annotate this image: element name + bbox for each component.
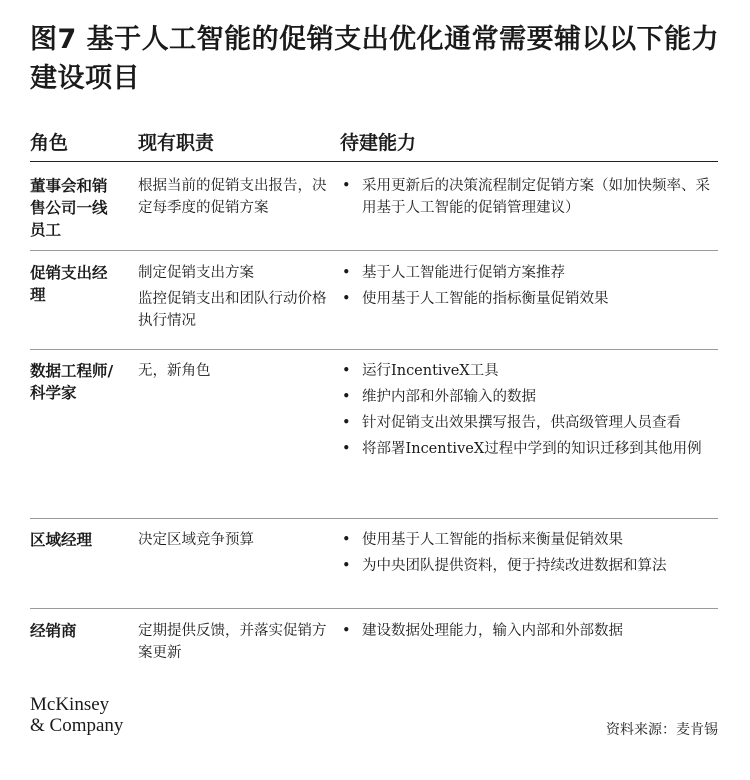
bullet-icon: •	[342, 265, 351, 281]
bullet-icon: •	[342, 178, 351, 194]
capability-item: • 将部署IncentiveX过程中学到的知识迁移到其他用例	[340, 438, 722, 460]
capability-item: • 维护内部和外部输入的数据	[340, 386, 722, 408]
capability-item: • 采用更新后的决策流程制定促销方案（如加快频率、采用基于人工智能的促销管理建议）	[340, 175, 722, 219]
duties-cell	[138, 175, 328, 223]
duties-cell	[138, 360, 328, 386]
logo-line2: & Company	[30, 715, 124, 736]
row-divider	[30, 349, 718, 350]
mckinsey-logo	[30, 694, 123, 736]
capability-item: • 基于人工智能进行促销方案推荐	[340, 262, 722, 284]
duty-text: 监控促销支出和团队行动价格执行情况	[138, 291, 327, 329]
role-cell: 数据工程师/科学家	[30, 362, 114, 402]
duties-cell	[138, 262, 328, 336]
capability-item: • 使用基于人工智能的指标来衡量促销效果	[340, 529, 722, 551]
capability-item: • 针对促销支出效果撰写报告，供高级管理人员查看	[340, 412, 722, 434]
role-cell: 区域经理	[30, 531, 93, 549]
bullet-icon: •	[342, 558, 351, 574]
role-cell: 董事会和销售公司一线员工	[30, 177, 108, 239]
bullet-icon: •	[342, 441, 351, 457]
row-divider	[30, 518, 718, 519]
duties-cell	[138, 529, 328, 555]
role-cell: 促销支出经理	[30, 264, 108, 304]
capability-item: • 运行IncentiveX工具	[340, 360, 722, 382]
row-divider	[30, 608, 718, 609]
bullet-icon: •	[342, 532, 351, 548]
capabilities-cell	[340, 262, 722, 314]
role-cell: 经销商	[30, 622, 77, 640]
capabilities-cell	[340, 175, 722, 223]
duties-cell	[138, 620, 328, 668]
page-title: 图7 基于人工智能的促销支出优化通常需要辅以以下能力建设项目	[30, 24, 720, 94]
row-divider	[30, 250, 718, 251]
header-duties: 现有职责	[138, 132, 215, 154]
table-header	[30, 128, 718, 158]
bullet-icon: •	[342, 389, 351, 405]
bullet-icon: •	[342, 623, 351, 639]
duty-text: 根据当前的促销支出报告，决定每季度的促销方案	[138, 178, 327, 216]
duty-text: 定期提供反馈，并落实促销方案更新	[138, 623, 327, 661]
duty-text: 决定区域竞争预算	[138, 532, 254, 548]
logo-line1: McKinsey	[30, 694, 110, 715]
bullet-icon: •	[342, 363, 351, 379]
header-divider	[30, 161, 718, 162]
source-note: 资料来源：麦肯锡	[606, 722, 718, 738]
duty-text: 制定促销支出方案	[138, 265, 254, 281]
bullet-icon: •	[342, 415, 351, 431]
capabilities-cell	[340, 529, 722, 581]
header-capabilities: 待建能力	[340, 132, 417, 154]
capability-item: • 使用基于人工智能的指标衡量促销效果	[340, 288, 722, 310]
capabilities-cell	[340, 360, 722, 464]
header-role: 角色	[30, 132, 69, 154]
bullet-icon: •	[342, 291, 351, 307]
capabilities-cell	[340, 620, 722, 646]
capability-item: • 建设数据处理能力，输入内部和外部数据	[340, 620, 722, 642]
duty-text: 无，新角色	[138, 363, 211, 379]
capability-item: • 为中央团队提供资料，便于持续改进数据和算法	[340, 555, 722, 577]
